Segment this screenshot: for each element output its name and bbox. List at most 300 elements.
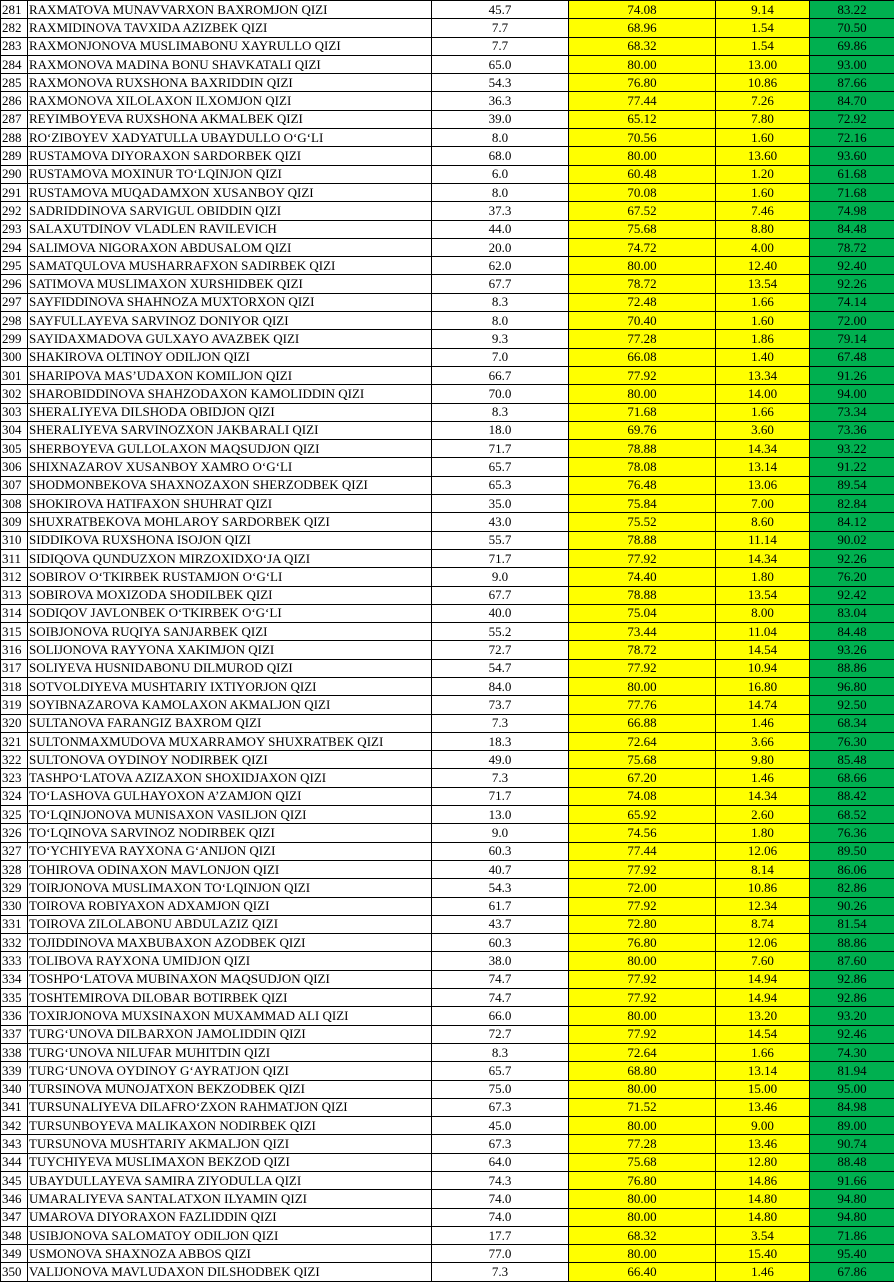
table-row [1,1172,894,1190]
row-number: 294 [1,238,28,256]
score-col-2: 70.40 [569,312,716,330]
row-number: 305 [1,440,28,458]
row-number: 322 [1,751,28,769]
score-col-1: 74.3 [432,1172,569,1190]
row-number: 291 [1,183,28,201]
score-col-3: 14.80 [716,1208,810,1226]
table-row [1,238,894,256]
student-name: SIDIQOVA QUNDUZXON MIRZOXIDXO‘JA QIZI [28,549,432,567]
student-name: SULTONOVA OYDINOY NODIRBEK QIZI [28,751,432,769]
score-col-2: 76.48 [569,476,716,494]
student-name: RAXMONOVA XILOLAXON ILXOMJON QIZI [28,92,432,110]
score-col-1: 55.2 [432,623,569,641]
student-name: SOBIROV O‘TKIRBEK RUSTAMJON O‘G‘LI [28,568,432,586]
score-col-1: 8.3 [432,293,569,311]
student-name: SAMATQULOVA MUSHARRAFXON SADIRBEK QIZI [28,257,432,275]
student-name: TOSHTEMIROVA DILOBAR BOTIRBEK QIZI [28,989,432,1007]
student-name: TOIRJONOVA MUSLIMAXON TO‘LQINJON QIZI [28,879,432,897]
score-col-2: 70.08 [569,183,716,201]
row-number: 292 [1,202,28,220]
score-col-3: 7.26 [716,92,810,110]
row-number: 341 [1,1098,28,1116]
row-number: 288 [1,129,28,147]
score-col-3: 2.60 [716,806,810,824]
score-col-1: 44.0 [432,220,569,238]
score-col-2: 75.68 [569,751,716,769]
score-col-2: 69.76 [569,421,716,439]
row-number: 333 [1,952,28,970]
score-col-2: 80.00 [569,1117,716,1135]
score-col-3: 7.80 [716,110,810,128]
total-score: 95.00 [810,1080,894,1098]
score-col-1: 7.3 [432,714,569,732]
row-number: 309 [1,513,28,531]
student-name: SHAROBIDDINOVA SHAHZODAXON KAMOLIDDIN QIZI [28,385,432,403]
score-col-2: 60.48 [569,165,716,183]
student-name: RUSTAMOVA MUQADAMXON XUSANBOY QIZI [28,183,432,201]
score-col-1: 9.0 [432,568,569,586]
score-col-3: 13.14 [716,458,810,476]
total-score: 74.14 [810,293,894,311]
row-number: 323 [1,769,28,787]
row-number: 300 [1,348,28,366]
row-number: 308 [1,495,28,513]
student-name: TOSHPO‘LATOVA MUBINAXON MAQSUDJON QIZI [28,970,432,988]
score-col-3: 8.80 [716,220,810,238]
total-score: 92.86 [810,989,894,1007]
total-score: 90.02 [810,531,894,549]
score-col-3: 3.60 [716,421,810,439]
score-col-1: 66.0 [432,1007,569,1025]
score-col-3: 1.66 [716,293,810,311]
score-col-2: 72.00 [569,879,716,897]
score-col-1: 7.3 [432,769,569,787]
row-number: 340 [1,1080,28,1098]
score-col-1: 8.3 [432,1043,569,1061]
row-number: 327 [1,842,28,860]
total-score: 73.36 [810,421,894,439]
score-col-2: 75.04 [569,604,716,622]
table-row [1,330,894,348]
score-col-1: 71.7 [432,440,569,458]
score-col-1: 13.0 [432,806,569,824]
table-row [1,37,894,55]
score-col-2: 80.00 [569,385,716,403]
total-score: 84.48 [810,623,894,641]
total-score: 87.66 [810,74,894,92]
row-number: 293 [1,220,28,238]
score-col-2: 65.92 [569,806,716,824]
score-col-1: 49.0 [432,751,569,769]
score-col-2: 80.00 [569,677,716,695]
score-col-3: 13.60 [716,147,810,165]
row-number: 304 [1,421,28,439]
score-col-2: 75.84 [569,495,716,513]
score-col-1: 45.7 [432,1,569,19]
table-row [1,1153,894,1171]
student-name: SULTANOVA FARANGIZ BAXROM QIZI [28,714,432,732]
table-row [1,403,894,421]
total-score: 90.74 [810,1135,894,1153]
total-score: 92.86 [810,970,894,988]
score-col-2: 66.40 [569,1263,716,1281]
table-row [1,1,894,19]
score-col-1: 67.7 [432,275,569,293]
score-col-1: 71.7 [432,787,569,805]
score-col-3: 3.54 [716,1226,810,1244]
score-col-2: 78.88 [569,531,716,549]
score-col-2: 80.00 [569,147,716,165]
results-table-body [1,1,894,1282]
student-name: UMARALIYEVA SANTALATXON ILYAMIN QIZI [28,1190,432,1208]
row-number: 335 [1,989,28,1007]
score-col-3: 8.00 [716,604,810,622]
score-col-3: 8.60 [716,513,810,531]
row-number: 310 [1,531,28,549]
score-col-1: 77.0 [432,1245,569,1263]
student-name: TOHIROVA ODINAXON MAVLONJON QIZI [28,860,432,878]
row-number: 330 [1,897,28,915]
table-row [1,549,894,567]
score-col-2: 77.92 [569,860,716,878]
score-col-3: 4.00 [716,238,810,256]
table-row [1,934,894,952]
score-col-1: 43.0 [432,513,569,531]
student-name: SHAKIROVA OLTINOY ODILJON QIZI [28,348,432,366]
table-row [1,1190,894,1208]
table-row [1,842,894,860]
score-col-3: 7.46 [716,202,810,220]
student-name: SHIXNAZAROV XUSANBOY XAMRO O‘G‘LI [28,458,432,476]
total-score: 92.50 [810,696,894,714]
table-row [1,568,894,586]
score-col-1: 70.0 [432,385,569,403]
row-number: 289 [1,147,28,165]
total-score: 87.60 [810,952,894,970]
score-col-3: 9.80 [716,751,810,769]
student-name: REYIMBOYEVA RUXSHONA AKMALBEK QIZI [28,110,432,128]
student-name: SOBIROVA MOXIZODA SHODILBEK QIZI [28,586,432,604]
table-row [1,165,894,183]
total-score: 91.22 [810,458,894,476]
score-col-2: 75.68 [569,220,716,238]
row-number: 313 [1,586,28,604]
row-number: 301 [1,366,28,384]
row-number: 303 [1,403,28,421]
table-row [1,19,894,37]
row-number: 347 [1,1208,28,1226]
table-row [1,1263,894,1281]
student-name: TO‘LQINJONOVA MUNISAXON VASILJON QIZI [28,806,432,824]
score-col-2: 77.76 [569,696,716,714]
row-number: 332 [1,934,28,952]
total-score: 67.86 [810,1263,894,1281]
score-col-2: 78.88 [569,586,716,604]
table-row [1,1135,894,1153]
score-col-3: 14.54 [716,1025,810,1043]
score-col-2: 74.56 [569,824,716,842]
total-score: 67.48 [810,348,894,366]
score-col-1: 65.7 [432,1062,569,1080]
score-col-3: 13.46 [716,1098,810,1116]
score-col-1: 75.0 [432,1080,569,1098]
total-score: 79.14 [810,330,894,348]
total-score: 89.50 [810,842,894,860]
score-col-2: 71.68 [569,403,716,421]
score-col-3: 13.00 [716,55,810,73]
row-number: 284 [1,55,28,73]
table-row [1,129,894,147]
score-col-1: 36.3 [432,92,569,110]
student-name: TO‘LASHOVA GULHAYOXON A’ZAMJON QIZI [28,787,432,805]
student-name: SAYFIDDINOVA SHAHNOZA MUXTORXON QIZI [28,293,432,311]
row-number: 315 [1,623,28,641]
score-col-2: 72.80 [569,915,716,933]
score-col-2: 66.88 [569,714,716,732]
total-score: 86.06 [810,860,894,878]
total-score: 93.60 [810,147,894,165]
score-col-1: 8.0 [432,129,569,147]
student-name: SALIMOVA NIGORAXON ABDUSALOM QIZI [28,238,432,256]
table-row [1,714,894,732]
table-row [1,1117,894,1135]
score-col-3: 1.46 [716,1263,810,1281]
row-number: 319 [1,696,28,714]
total-score: 93.00 [810,55,894,73]
score-col-3: 14.74 [716,696,810,714]
total-score: 78.72 [810,238,894,256]
student-name: TURG‘UNOVA DILBARXON JAMOLIDDIN QIZI [28,1025,432,1043]
total-score: 92.42 [810,586,894,604]
score-col-1: 37.3 [432,202,569,220]
score-col-1: 67.3 [432,1135,569,1153]
total-score: 81.54 [810,915,894,933]
table-row [1,476,894,494]
student-name: TOIROVA ZILOLABONU ABDULAZIZ QIZI [28,915,432,933]
score-col-1: 8.0 [432,183,569,201]
score-col-3: 1.60 [716,129,810,147]
student-name: SHUXRATBEKOVA MOHLAROY SARDORBEK QIZI [28,513,432,531]
total-score: 84.48 [810,220,894,238]
score-col-2: 65.12 [569,110,716,128]
score-col-2: 76.80 [569,74,716,92]
score-col-2: 77.92 [569,659,716,677]
score-col-3: 14.94 [716,970,810,988]
score-col-1: 17.7 [432,1226,569,1244]
score-col-3: 12.06 [716,934,810,952]
student-name: RAXMONJONOVA MUSLIMABONU XAYRULLO QIZI [28,37,432,55]
score-col-2: 71.52 [569,1098,716,1116]
total-score: 89.54 [810,476,894,494]
row-number: 338 [1,1043,28,1061]
student-name: SHERBOYEVA GULLOLAXON MAQSUDJON QIZI [28,440,432,458]
score-col-3: 7.00 [716,495,810,513]
score-col-3: 1.60 [716,312,810,330]
total-score: 93.20 [810,1007,894,1025]
score-col-3: 15.40 [716,1245,810,1263]
table-row [1,952,894,970]
score-col-3: 1.46 [716,714,810,732]
score-col-1: 18.3 [432,732,569,750]
score-col-3: 14.34 [716,787,810,805]
student-name: UBAYDULLAYEVA SAMIRA ZIYODULLA QIZI [28,1172,432,1190]
table-row [1,879,894,897]
row-number: 306 [1,458,28,476]
score-col-2: 77.28 [569,1135,716,1153]
score-col-1: 66.7 [432,366,569,384]
table-row [1,458,894,476]
total-score: 82.86 [810,879,894,897]
score-col-3: 14.00 [716,385,810,403]
score-col-3: 1.80 [716,824,810,842]
student-name: TURG‘UNOVA OYDINOY G‘AYRATJON QIZI [28,1062,432,1080]
score-col-2: 67.20 [569,769,716,787]
table-row [1,495,894,513]
total-score: 76.30 [810,732,894,750]
total-score: 83.22 [810,1,894,19]
score-col-3: 14.86 [716,1172,810,1190]
student-name: SHARIPOVA MAS’UDAXON KOMILJON QIZI [28,366,432,384]
table-row [1,751,894,769]
row-number: 328 [1,860,28,878]
total-score: 84.98 [810,1098,894,1116]
score-col-3: 8.74 [716,915,810,933]
row-number: 311 [1,549,28,567]
student-name: SOLIYEVA HUSNIDABONU DILMUROD QIZI [28,659,432,677]
row-number: 348 [1,1226,28,1244]
table-row [1,513,894,531]
table-row [1,1208,894,1226]
table-row [1,366,894,384]
student-name: TURSINOVA MUNOJATXON BEKZODBEK QIZI [28,1080,432,1098]
student-name: TURSUNALIYEVA DILAFRO‘ZXON RAHMATJON QIZI [28,1098,432,1116]
student-name: TUYCHIYEVA MUSLIMAXON BEKZOD QIZI [28,1153,432,1171]
score-col-2: 78.72 [569,275,716,293]
score-col-2: 70.56 [569,129,716,147]
table-row [1,1226,894,1244]
score-col-1: 72.7 [432,1025,569,1043]
student-name: RO‘ZIBOYEV XADYATULLA UBAYDULLO O‘G‘LI [28,129,432,147]
total-score: 72.92 [810,110,894,128]
total-score: 68.52 [810,806,894,824]
score-col-1: 38.0 [432,952,569,970]
total-score: 88.48 [810,1153,894,1171]
table-row [1,440,894,458]
score-col-3: 10.94 [716,659,810,677]
score-col-1: 54.3 [432,74,569,92]
student-name: TURG‘UNOVA NILUFAR MUHITDIN QIZI [28,1043,432,1061]
score-col-3: 11.04 [716,623,810,641]
score-col-3: 9.14 [716,1,810,19]
row-number: 324 [1,787,28,805]
score-col-2: 80.00 [569,1208,716,1226]
total-score: 72.00 [810,312,894,330]
student-name: RUSTAMOVA MOXINUR TO‘LQINJON QIZI [28,165,432,183]
total-score: 84.70 [810,92,894,110]
student-name: SHOKIROVA HATIFAXON SHUHRAT QIZI [28,495,432,513]
row-number: 334 [1,970,28,988]
score-col-1: 67.7 [432,586,569,604]
score-col-3: 1.54 [716,19,810,37]
score-col-2: 77.92 [569,366,716,384]
table-row [1,970,894,988]
table-row [1,586,894,604]
score-col-1: 62.0 [432,257,569,275]
total-score: 89.00 [810,1117,894,1135]
table-row [1,531,894,549]
score-col-1: 7.0 [432,348,569,366]
row-number: 321 [1,732,28,750]
score-col-2: 80.00 [569,952,716,970]
table-row [1,421,894,439]
student-name: USMONOVA SHAXNOZA ABBOS QIZI [28,1245,432,1263]
table-row [1,860,894,878]
score-col-2: 77.92 [569,989,716,1007]
row-number: 298 [1,312,28,330]
row-number: 339 [1,1062,28,1080]
row-number: 329 [1,879,28,897]
score-col-1: 39.0 [432,110,569,128]
table-row [1,659,894,677]
student-name: TOIROVA ROBIYAXON ADXAMJON QIZI [28,897,432,915]
score-col-1: 71.7 [432,549,569,567]
score-col-3: 1.66 [716,403,810,421]
score-col-3: 13.34 [716,366,810,384]
score-col-2: 68.80 [569,1062,716,1080]
score-col-2: 68.96 [569,19,716,37]
score-col-3: 15.00 [716,1080,810,1098]
table-row [1,1007,894,1025]
score-col-1: 67.3 [432,1098,569,1116]
total-score: 91.26 [810,366,894,384]
score-col-1: 72.7 [432,641,569,659]
score-col-1: 74.0 [432,1208,569,1226]
total-score: 73.34 [810,403,894,421]
score-col-2: 77.92 [569,549,716,567]
table-row [1,989,894,1007]
score-col-3: 7.60 [716,952,810,970]
total-score: 74.30 [810,1043,894,1061]
score-col-2: 77.92 [569,970,716,988]
score-col-2: 77.92 [569,1025,716,1043]
score-col-2: 75.68 [569,1153,716,1171]
score-col-2: 80.00 [569,1007,716,1025]
score-col-3: 3.66 [716,732,810,750]
student-name: SHERALIYEVA SARVINOZXON JAKBARALI QIZI [28,421,432,439]
row-number: 320 [1,714,28,732]
student-name: RUSTAMOVA DIYORAXON SARDORBEK QIZI [28,147,432,165]
total-score: 82.84 [810,495,894,513]
total-score: 83.04 [810,604,894,622]
score-col-1: 61.7 [432,897,569,915]
total-score: 94.00 [810,385,894,403]
score-col-3: 13.14 [716,1062,810,1080]
score-col-3: 1.60 [716,183,810,201]
student-name: SOLIJONOVA RAYYONA XAKIMJON QIZI [28,641,432,659]
score-col-3: 12.80 [716,1153,810,1171]
score-col-2: 80.00 [569,1080,716,1098]
row-number: 286 [1,92,28,110]
student-name: SAYIDAXMADOVA GULXAYO AVAZBEK QIZI [28,330,432,348]
score-col-3: 1.20 [716,165,810,183]
score-col-2: 74.08 [569,1,716,19]
row-number: 343 [1,1135,28,1153]
row-number: 331 [1,915,28,933]
total-score: 88.86 [810,659,894,677]
student-name: SHODMONBEKOVA SHAXNOZAXON SHERZODBEK QIZI [28,476,432,494]
total-score: 94.80 [810,1208,894,1226]
score-col-1: 74.7 [432,970,569,988]
